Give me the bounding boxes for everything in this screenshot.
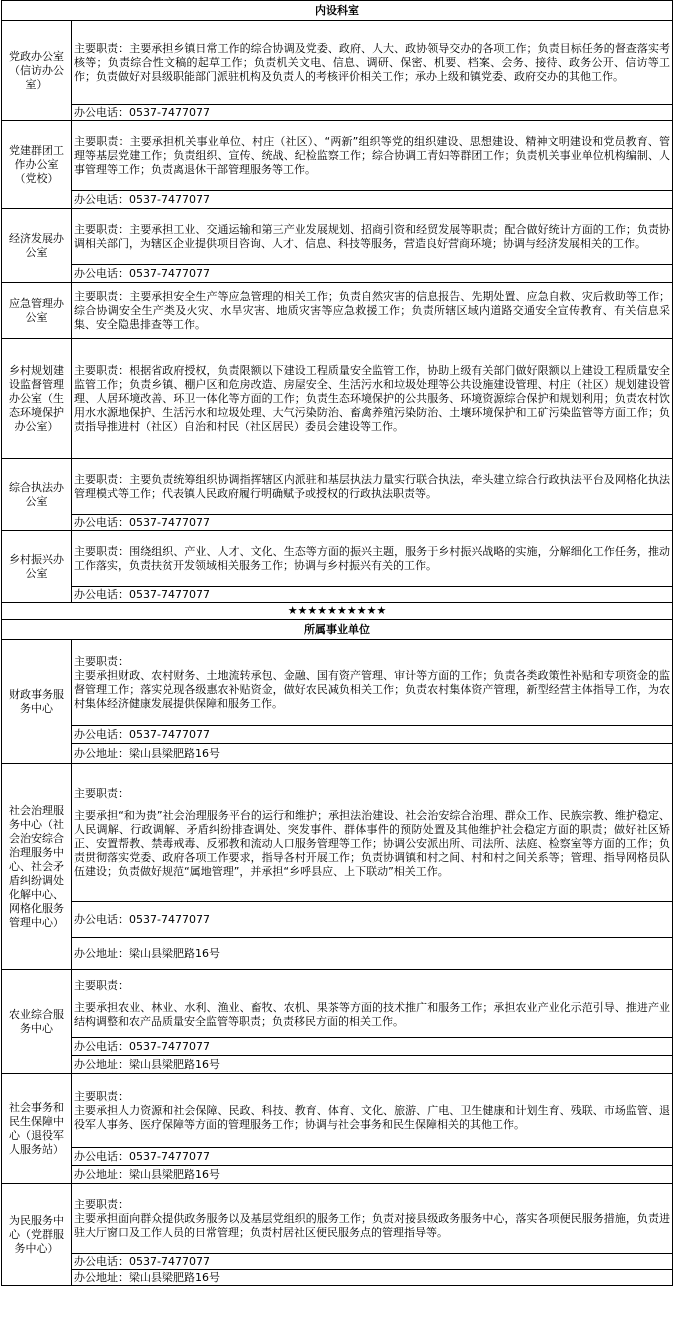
office-duties-rural-planning: 主要职责：根据省政府授权，负责限额以下建设工程质量安全监管工作，协助上级有关部门做好限额以上建设工程质量安全监管工作；负责乡镇、棚户区和危房改造、房屋安全、生活污水和垃圾处理等公共设施建设管理、村庄（社区）规划建设管理、人居环境改善、环卫一体化等方面的工作；负责生态环境保护的公共服务、环境资源综合保护和规划利用；负责农村饮用水水源地保护、生活污水和垃圾处理、大气污染防治、畜禽养殖污染防治、土壤环境保护和工矿污染监管等方面工作；负责指导推进村（社区）自治和村民（社区居民）委员会建设等工作。	[72, 339, 673, 459]
office-phone-party-gov: 办公电话：0537-7477077	[72, 105, 673, 121]
unit-duties-label: 主要职责：	[74, 1089, 129, 1103]
unit-duties-label: 主要职责：	[74, 978, 129, 992]
unit-name-social-affairs: 社会事务和民生保障中心（退役军人服务站）	[2, 1074, 72, 1184]
unit-duties-social-governance	[72, 764, 673, 902]
unit-phone-social-affairs: 办公电话：0537-7477077	[72, 1148, 673, 1166]
office-duties-law-enforcement: 主要职责：主要负责统筹组织协调指挥辖区内派驻和基层执法力量实行联合执法，牵头建立综合行政执法平台及网格化执法管理模式等工作；代表镇人民政府履行明确赋予或授权的行政执法职责等。	[72, 459, 673, 515]
unit-duties-label: 主要职责：	[74, 1197, 129, 1211]
office-duties-economic: 主要职责：主要承担工业、交通运输和第三产业发展规划、招商引资和经贸发展等职责；配合做好统计方面的工作；负责协调相关部门，为辖区企业提供项目咨询、人才、信息、科技等服务，营造良好营商环境；协调与经济发展相关的工作。	[72, 209, 673, 265]
unit-name-finance: 财政事务服务中心	[2, 640, 72, 764]
unit-duties-text: 主要承担人力资源和社会保障、民政、科技、教育、体育、文化、旅游、广电、卫生健康和计划生育、残联、市场监管、退役军人事务、医疗保障等方面的管理服务工作；协调与社会事务和民生保障相关的其他工作。	[74, 1103, 670, 1131]
office-duties-party-building: 主要职责：主要承担机关事业单位、村庄（社区）、“两新”组织等党的组织建设、思想建设、精神文明建设和党员教育、管理等基层党建工作；负责组织、宣传、统战、纪检监察工作；综合协调工青妇等群团工作；负责机关事业单位机构编制、人事管理等工作；负责离退休干部管理服务等工作。	[72, 121, 673, 191]
office-phone-economic: 办公电话：0537-7477077	[72, 265, 673, 283]
organization-table	[1, 0, 673, 1286]
unit-address-service-center: 办公地址：梁山县梁肥路16号	[72, 1270, 673, 1286]
unit-name-agriculture: 农业综合服务中心	[2, 970, 72, 1074]
office-name-rural-revitalization: 乡村振兴办公室	[2, 531, 72, 603]
star-divider: ★★★★★★★★★★	[2, 603, 673, 620]
office-phone-party-building: 办公电话：0537-7477077	[72, 191, 673, 209]
unit-duties-finance	[72, 640, 673, 726]
unit-address-social-affairs: 办公地址：梁山县梁肥路16号	[72, 1166, 673, 1184]
office-phone-law-enforcement: 办公电话：0537-7477077	[72, 515, 673, 531]
unit-phone-social-governance: 办公电话：0537-7477077	[72, 902, 673, 938]
office-name-economic: 经济发展办公室	[2, 209, 72, 283]
unit-name-social-governance: 社会治理服务中心（社会治安综合治理服务中心、社会矛盾纠纷调处化解中心、网格化服务管理中心）	[2, 764, 72, 970]
unit-duties-text: 主要承担财政、农村财务、土地流转承包、金融、国有资产管理、审计等方面的工作；负责各类政策性补贴和专项资金的监督管理工作；落实兑现各级惠农补贴资金，做好农民减负相关工作；负责农村集体资产管理，新型经营主体指导工作，为农村集体经济健康发展提供保障和服务工作。	[74, 668, 670, 710]
office-duties-rural-revitalization: 主要职责：围绕组织、产业、人才、文化、生态等方面的振兴主题，服务于乡村振兴战略的实施，分解细化工作任务，推动工作落实，负责扶贫开发领域相关服务工作；协调与乡村振兴有关的工作。	[72, 531, 673, 587]
office-duties-emergency: 主要职责：主要承担安全生产等应急管理的相关工作；负责自然灾害的信息报告、先期处置、应急自救、灾后救助等工作；综合协调安全生产类及火灾、水旱灾害、地质灾害等应急救援工作；负责所辖区域内道路交通安全宣传教育、有关信息采集、安全隐患排查等工作。	[72, 283, 673, 339]
unit-duties-text: 主要承担农业、林业、水利、渔业、畜牧、农机、果茶等方面的技术推广和服务工作；承担农业产业化示范引导、推进产业结构调整和农产品质量安全监管等职责；负责移民方面的相关工作。	[74, 1000, 670, 1028]
unit-duties-label: 主要职责：	[74, 786, 129, 800]
unit-phone-finance: 办公电话：0537-7477077	[72, 726, 673, 744]
unit-address-finance: 办公地址：梁山县梁肥路16号	[72, 744, 673, 764]
unit-address-agriculture: 办公地址：梁山县梁肥路16号	[72, 1056, 673, 1074]
unit-duties-label: 主要职责：	[74, 654, 129, 668]
unit-phone-service-center: 办公电话：0537-7477077	[72, 1254, 673, 1270]
unit-duties-text: 主要承担“和为贵”社会治理服务平台的运行和维护；承担法治建设、社会治安综合治理、群众工作、民族宗教、维护稳定、人民调解、行政调解、矛盾纠纷排查调处、突发事件、群体事件的预防处置及其他维护社会稳定方面的职责；做好社区矫正、安置帮教、禁毒戒毒、反邪教和流动人口服务管理等工作；协调公安派出所、司法所、法庭、检察室等方面的工作；负责贯彻落实党委、政府各项工作要求，指导各村开展工作；负责协调镇和村之间、村和村之间关系等；管理、指导网格员队伍建设；负责做好规范“属地管理”，并承担“乡呼县应、上下联动”相关工作。	[74, 808, 670, 878]
unit-duties-agriculture	[72, 970, 673, 1038]
unit-duties-service-center	[72, 1184, 673, 1254]
office-name-party-gov: 党政办公室（信访办公室）	[2, 21, 72, 121]
internal-section-heading: 内设科室	[2, 1, 673, 21]
office-duties-party-gov: 主要职责：主要承担乡镇日常工作的综合协调及党委、政府、人大、政协领导交办的各项工作；负责目标任务的督查落实考核等；负责综合性文稿的起草工作；负责机关文电、信息、调研、保密、机要、档案、会务、接待、政务公开、信访等工作；负责做好对县级职能部门派驻机构及负责人的考核评价相关工作；承办上级和镇党委、政府交办的其他工作。	[72, 21, 673, 105]
unit-address-social-governance: 办公地址：梁山县梁肥路16号	[72, 938, 673, 970]
unit-phone-agriculture: 办公电话：0537-7477077	[72, 1038, 673, 1056]
office-phone-rural-revitalization: 办公电话：0537-7477077	[72, 587, 673, 603]
unit-duties-text: 主要承担面向群众提供政务服务以及基层党组织的服务工作；负责对接县级政务服务中心，落实各项便民服务措施，负责进驻大厅窗口及工作人员的日常管理；负责村居社区便民服务点的管理指导等。	[74, 1211, 670, 1239]
unit-name-service-center: 为民服务中心（党群服务中心）	[2, 1184, 72, 1286]
units-section-heading: 所属事业单位	[2, 620, 673, 640]
office-name-party-building: 党建群团工作办公室（党校）	[2, 121, 72, 209]
office-name-emergency: 应急管理办公室	[2, 283, 72, 339]
office-name-rural-planning: 乡村规划建设监督管理办公室（生态环境保护办公室）	[2, 339, 72, 459]
office-name-law-enforcement: 综合执法办公室	[2, 459, 72, 531]
unit-duties-social-affairs	[72, 1074, 673, 1148]
